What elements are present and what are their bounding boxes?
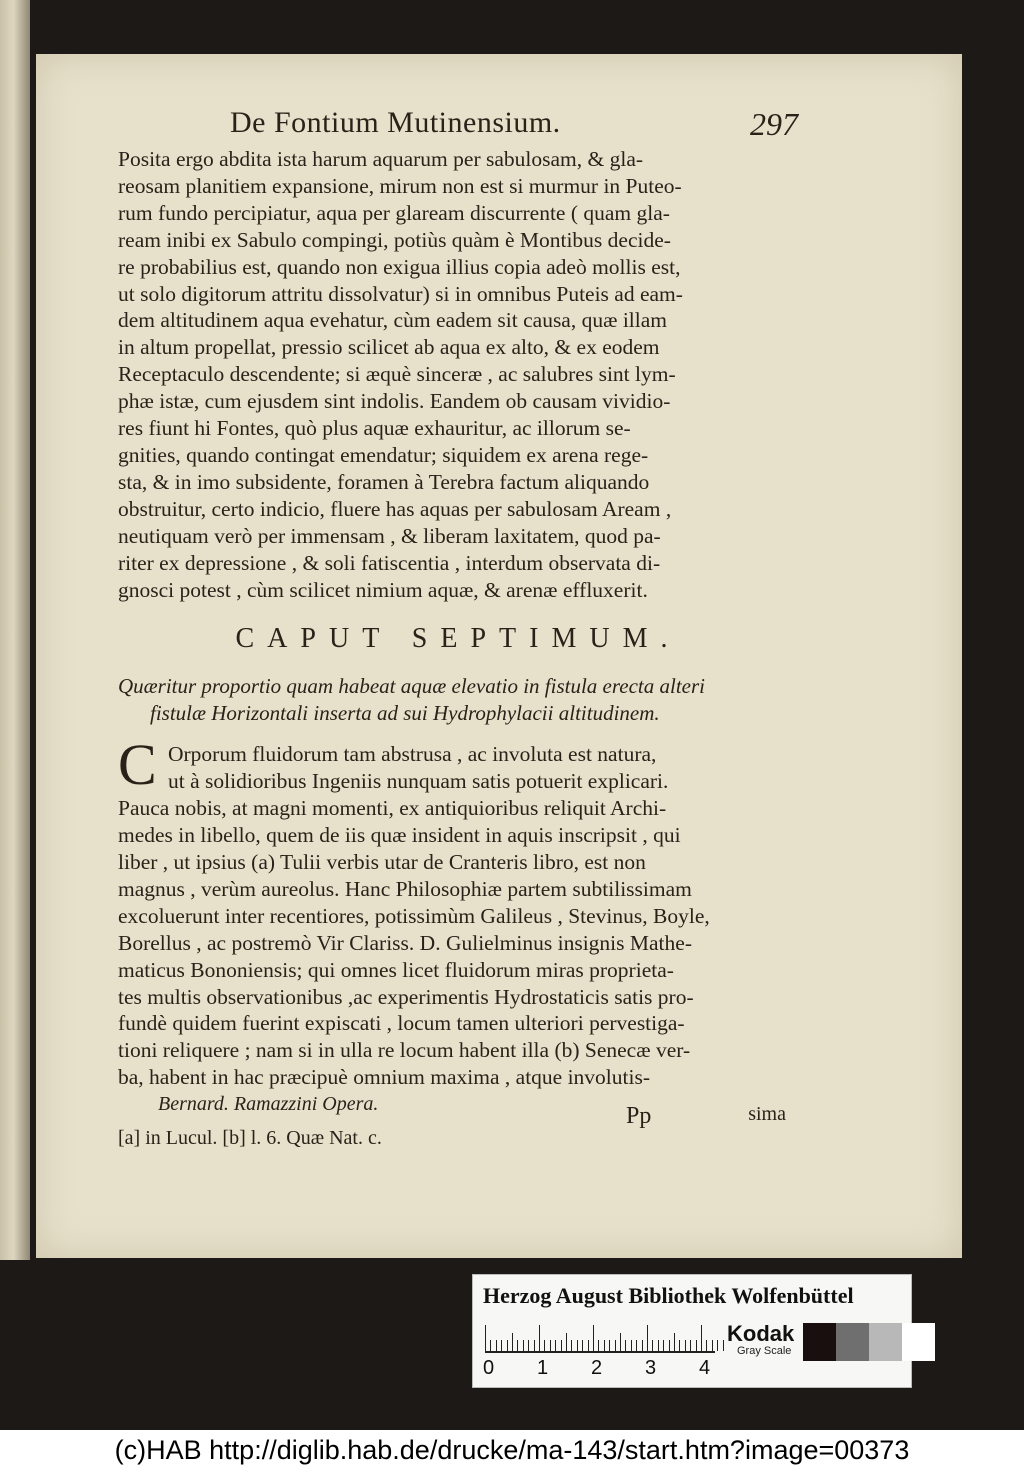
ruler-tick — [685, 1340, 686, 1351]
paragraph-2 — [118, 732, 798, 1091]
gray-swatch — [836, 1323, 869, 1361]
ruler-tick — [723, 1340, 724, 1351]
ruler-number: 3 — [645, 1357, 657, 1379]
ruler-tick — [631, 1340, 632, 1351]
ruler-tick — [539, 1325, 540, 1351]
signature-mark: Pp — [626, 1103, 652, 1130]
ruler-tick — [555, 1340, 556, 1351]
text-line: phæ istæ, cum ejusdem sint indolis. Eandem ob causam vividio- — [118, 389, 671, 414]
ruler-tick — [485, 1325, 486, 1351]
paragraph-1 — [118, 146, 798, 603]
gray-swatch — [803, 1323, 836, 1361]
ruler-tick — [642, 1340, 643, 1351]
ruler-tick — [663, 1340, 664, 1351]
text-line: Pauca nobis, at magni momenti, ex antiquioribus reliquit Archi- — [118, 796, 667, 821]
running-head — [118, 106, 798, 146]
text-line: rum fundo percipiatur, aqua per glaream discurrente ( quam gla- — [118, 200, 670, 225]
ruler-tick — [604, 1340, 605, 1351]
ruler-tick — [582, 1340, 583, 1351]
ruler-tick — [571, 1340, 572, 1351]
page-text — [118, 106, 798, 1150]
ruler-tick — [550, 1340, 551, 1351]
text-line: Posita ergo abdita ista harum aquarum per sabulosam, & gla- — [118, 147, 644, 171]
text-line: Orporum fluidorum tam abstrusa , ac involuta est natura, — [168, 742, 657, 767]
ruler-tick — [636, 1340, 637, 1351]
ruler-tick — [690, 1340, 691, 1351]
ruler-tick — [561, 1340, 562, 1351]
ruler-tick — [647, 1325, 648, 1351]
text-line: Receptaculo descendente; si æquè sinceræ , ac salubres sint lym- — [118, 362, 676, 387]
ruler-number: 0 — [483, 1357, 495, 1379]
text-line: obstruitur, certo indicio, fluere has aquas per sabulosam Aream , — [118, 496, 672, 521]
ruler-tick — [652, 1340, 653, 1351]
ruler-tick — [701, 1325, 702, 1351]
text-line: tioni reliquere ; nam si in ulla re locum habent illa (b) Senecæ ver- — [118, 1038, 691, 1063]
page-number: 297 — [750, 106, 798, 142]
ruler-tick — [490, 1340, 491, 1351]
text-line: gnities, quando contingat emendatur; siquidem ex arena rege- — [118, 442, 649, 467]
drop-cap: C — [118, 732, 157, 798]
ruler-number: 4 — [699, 1357, 711, 1379]
book-page — [36, 54, 962, 1258]
ruler-tick — [669, 1340, 670, 1351]
text-line: Borellus , ac postremò Vir Clariss. D. Gulielminus insignis Mathe- — [118, 930, 692, 955]
text-line: riter ex depressione , & soli fatiscentia , interdum observata di- — [118, 550, 661, 575]
text-line: medes in libello, quem de iis quæ insident in aquis inscripsit , qui — [118, 823, 681, 848]
ruler-tick — [496, 1340, 497, 1351]
ruler-tick — [523, 1340, 524, 1351]
text-line: gnosci potest , cùm scilicet nimium aquæ, & arenæ effluxerit. — [118, 577, 648, 602]
ruler-tick — [517, 1340, 518, 1351]
gray-swatch — [869, 1323, 902, 1361]
ruler-tick — [507, 1340, 508, 1351]
ruler-tick — [544, 1340, 545, 1351]
text-line: dem altitudinem aqua evehatur, cùm eadem sit causa, quæ illam — [118, 308, 668, 333]
footer-url: (c)HAB http://diglib.hab.de/drucke/ma-143/start.htm?image=00373 — [0, 1430, 1024, 1470]
text-line: reosam planitiem expansione, mirum non est si murmur in Puteo- — [118, 173, 682, 198]
running-head-title: De Fontium Mutinensium. — [230, 106, 561, 139]
text-line: ut solo digitorum attritu dissolvatur) si in omnibus Puteis ad eam- — [118, 281, 683, 306]
signature-row — [118, 1093, 798, 1130]
ruler-tick — [717, 1340, 718, 1351]
ruler-tick — [620, 1333, 621, 1351]
measurement-ruler — [485, 1323, 715, 1353]
ruler-tick — [534, 1340, 535, 1351]
kodak-logo: Kodak — [727, 1321, 795, 1346]
gray-scale-swatches — [803, 1323, 935, 1361]
footnotes: [a] in Lucul. [b] l. 6. Quæ Nat. c. — [118, 1127, 382, 1150]
text-line: res fiunt hi Fontes, quò plus aquæ exhauritur, ac illorum se- — [118, 416, 631, 441]
library-name: Herzog August Bibliothek Wolfenbüttel — [483, 1283, 854, 1308]
text-line: re probabilius est, quando non exigua illius copia adeò mollis est, — [118, 254, 681, 279]
text-line: sta, & in imo subsidente, foramen à Terebra factum aliquando — [118, 469, 650, 494]
ruler-tick — [625, 1340, 626, 1351]
gray-swatch — [902, 1323, 935, 1361]
text-line: liber , ut ipsius (a) Tulii verbis utar de Cranteris libro, est non — [118, 850, 646, 875]
chapter-summary — [118, 673, 798, 727]
previous-page-edge — [0, 0, 30, 1260]
chapter-heading: CAPUT SEPTIMUM. — [235, 623, 681, 655]
ruler-tick — [588, 1340, 589, 1351]
ruler-tick — [609, 1340, 610, 1351]
text-line: fundè quidem fuerint expiscati , locum tamen ulteriori pervestiga- — [118, 1011, 685, 1036]
ruler-number: 2 — [591, 1357, 603, 1379]
ruler-tick — [658, 1340, 659, 1351]
ruler-tick — [528, 1340, 529, 1351]
text-line: maticus Bononiensis; qui omnes licet fluidorum miras proprieta- — [118, 957, 674, 982]
summary-line: Quæritur proportio quam habeat aquæ elevatio in fistula erecta alteri — [118, 674, 705, 699]
color-calibration-card — [472, 1274, 912, 1388]
gray-scale-label: Gray Scale — [737, 1345, 792, 1357]
text-line: tes multis observationibus ,ac experimentis Hydrostaticis satis pro- — [118, 984, 694, 1009]
ruler-tick — [706, 1340, 707, 1351]
ruler-tick — [598, 1340, 599, 1351]
ruler-tick — [566, 1333, 567, 1351]
text-line: neutiquam verò per immensam , & liberam laxitatem, quod pa- — [118, 523, 661, 548]
ruler-tick — [577, 1340, 578, 1351]
ruler-tick — [615, 1340, 616, 1351]
ruler-tick — [679, 1340, 680, 1351]
summary-line: fistulæ Horizontali inserta ad sui Hydrophylacii altitudinem. — [150, 701, 660, 726]
ruler-tick — [501, 1340, 502, 1351]
text-line: ba, habent in hac præcipuè omnium maxima , atque involutis- — [118, 1065, 650, 1090]
ruler-number: 1 — [537, 1357, 549, 1379]
text-line: ut à solidioribus Ingeniis nunquam satis potuerit explicari. — [168, 769, 669, 794]
ruler-tick — [696, 1340, 697, 1351]
text-line: ream inibi ex Sabulo compingi, potiùs quàm è Montibus decide- — [118, 227, 671, 252]
ruler-tick — [593, 1325, 594, 1351]
catchword: sima — [748, 1103, 786, 1126]
signature-author: Bernard. Ramazzini Opera. — [158, 1093, 379, 1116]
text-line: magnus , verùm aureolus. Hanc Philosophiæ partem subtilissimam — [118, 876, 692, 901]
text-line: excoluerunt inter recentiores, potissimùm Galileus , Stevinus, Boyle, — [118, 903, 710, 928]
text-line: in altum propellat, pressio scilicet ab aqua ex alto, & ex eodem — [118, 335, 660, 360]
ruler-tick — [674, 1333, 675, 1351]
ruler-tick — [712, 1340, 713, 1351]
ruler-tick — [512, 1333, 513, 1351]
